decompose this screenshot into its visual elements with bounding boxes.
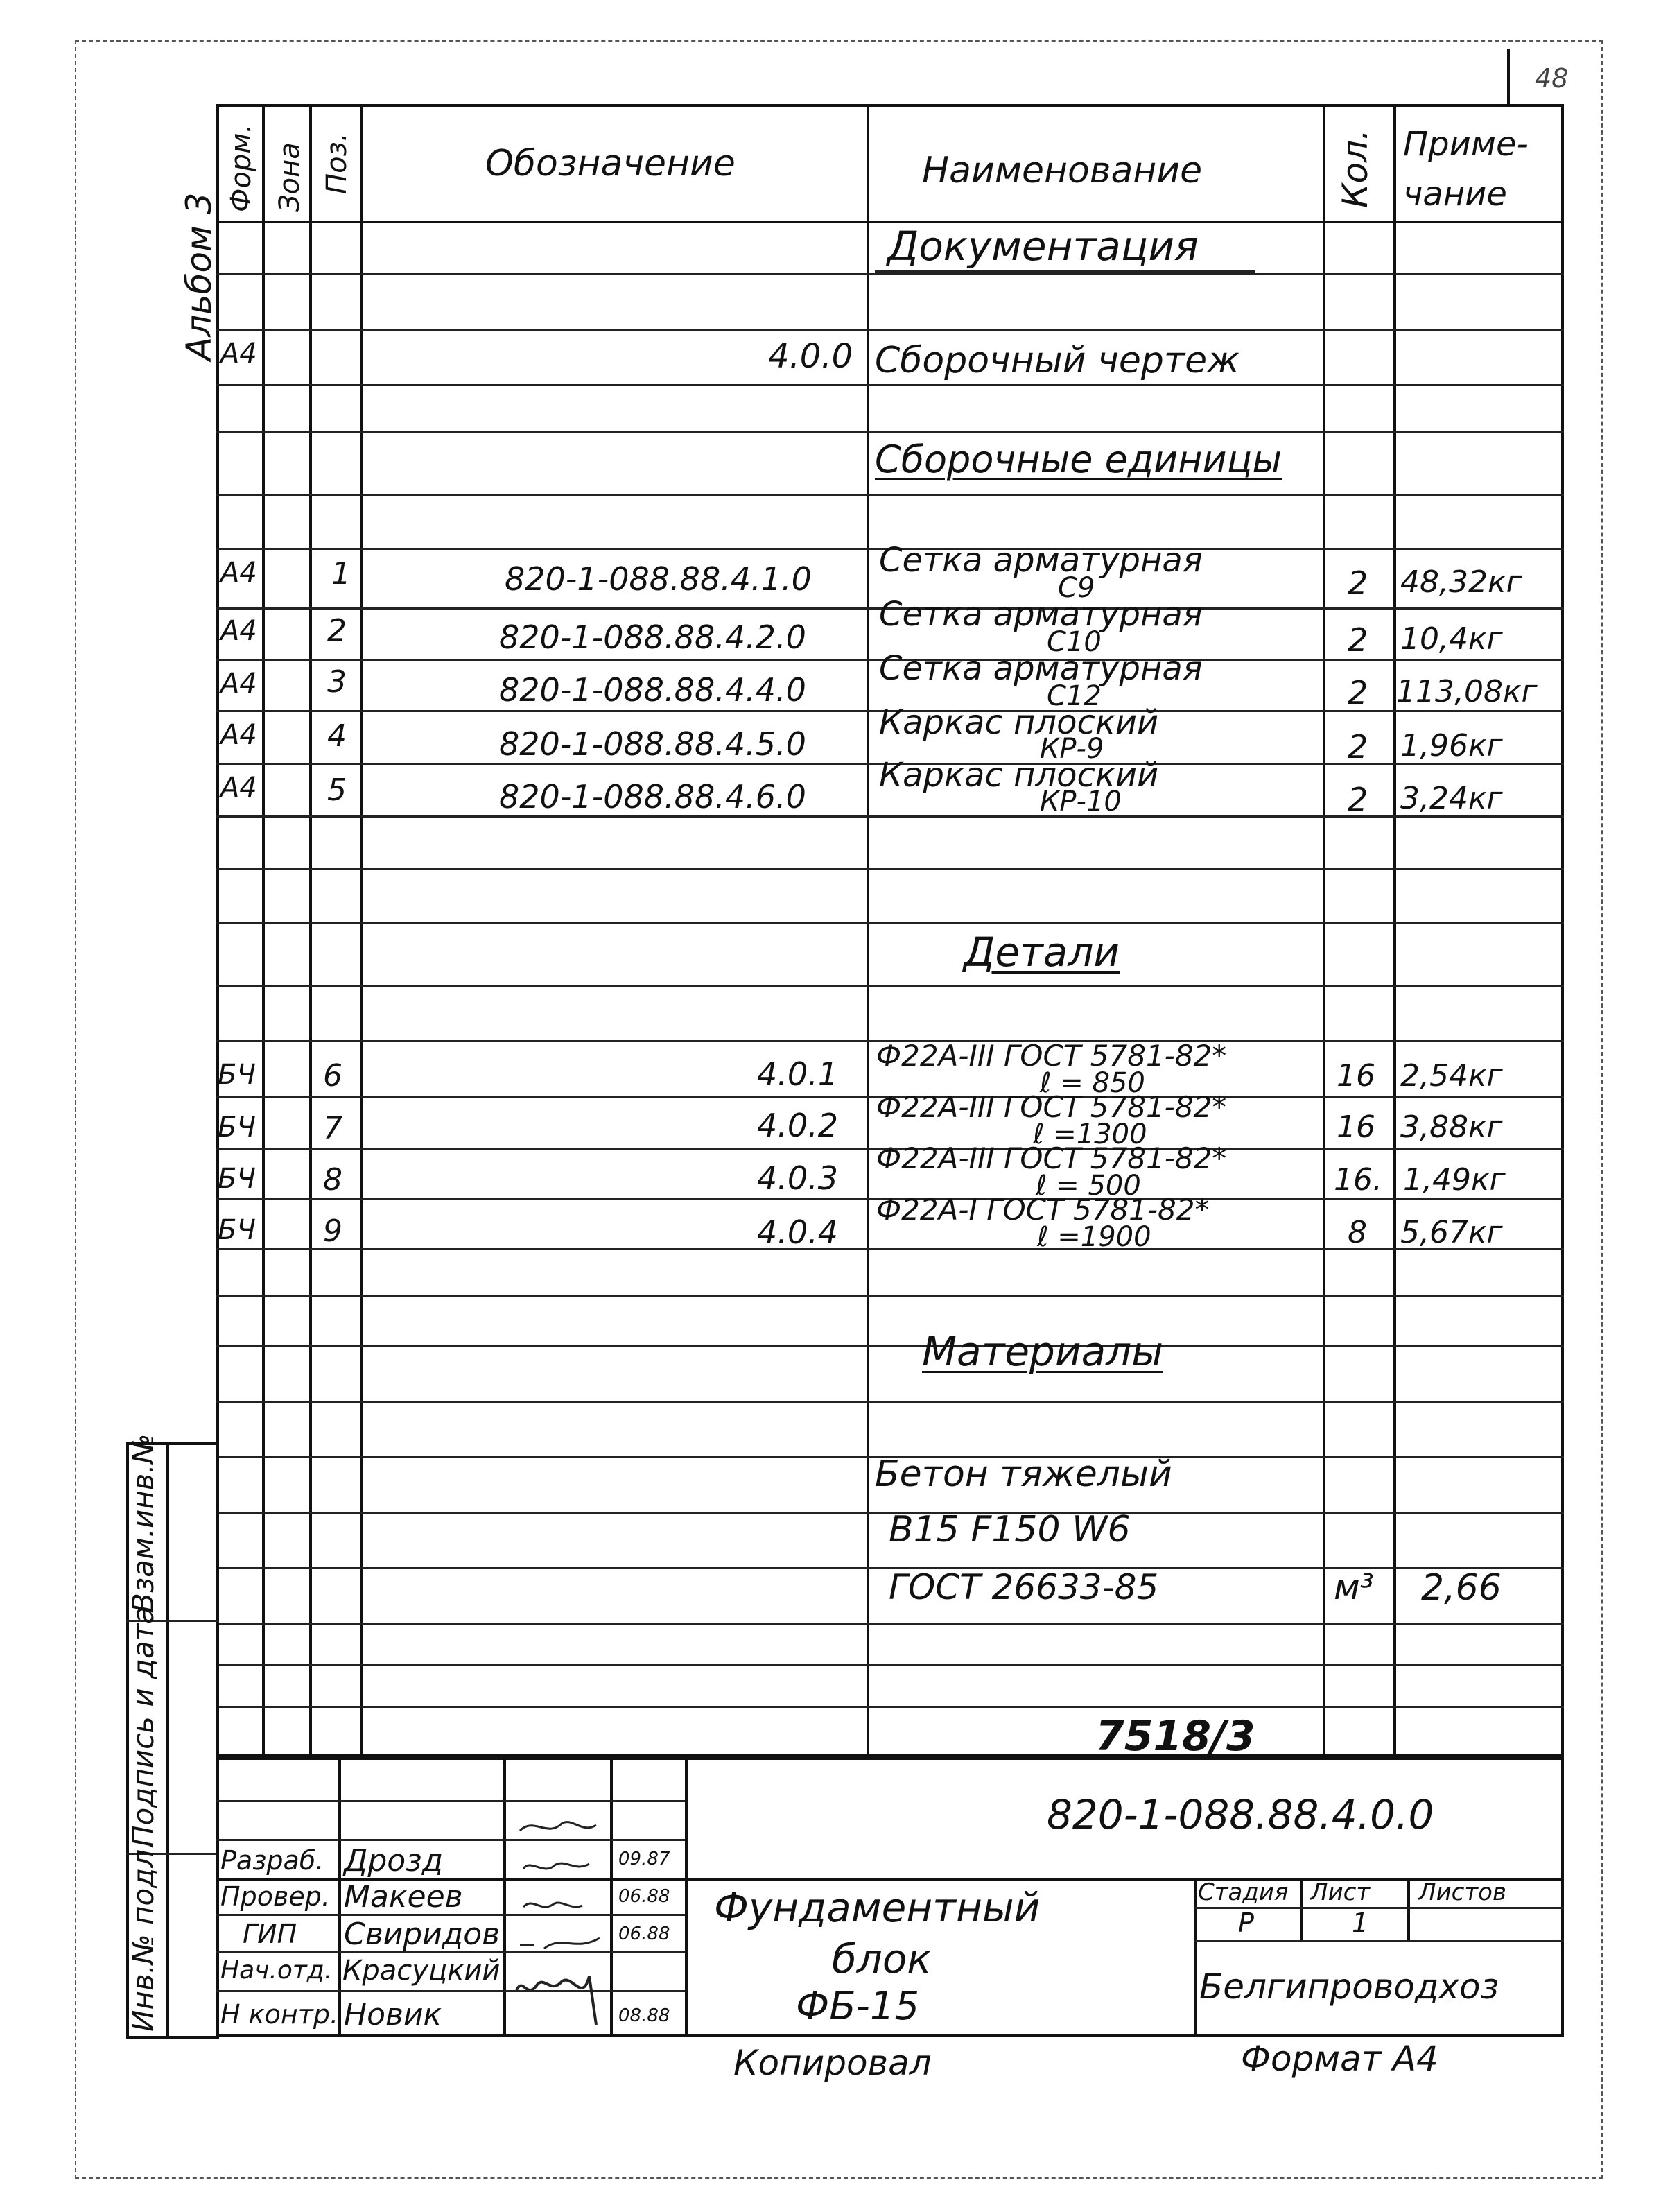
row-line (216, 273, 1564, 275)
title-person: Новик (344, 1997, 442, 2032)
detail-designation: 4.0.3 (757, 1159, 839, 1197)
detail-qty: 16. (1334, 1162, 1382, 1198)
title-date: 06.88 (618, 1924, 670, 1944)
row-line (216, 1623, 1564, 1625)
title-role: Н контр. (220, 1999, 339, 2030)
title-person: Красуцкий (342, 1955, 501, 1987)
signature-drozd (520, 1822, 596, 1831)
signature-novik (516, 1976, 596, 2025)
detail-form: БЧ (218, 1112, 256, 1143)
assembly-name-mark: С12 (1047, 680, 1102, 712)
assembly-name: Сетка арматурная (879, 595, 1203, 634)
row-line (216, 494, 1564, 496)
stage-label: Стадия (1198, 1878, 1289, 1906)
assembly-pos: 3 (327, 664, 347, 700)
detail-designation: 4.0.1 (757, 1055, 839, 1093)
assembly-pos: 1 (331, 556, 351, 591)
row-line (216, 922, 1564, 924)
footer-copied: Копировал (733, 2043, 932, 2083)
col-line (262, 104, 265, 1757)
detail-length: ℓ =1900 (1037, 1221, 1151, 1253)
material-line1: Бетон тяжелый (875, 1453, 1172, 1495)
assembly-designation: 820-1-088.88.4.1.0 (505, 560, 812, 598)
side-label-interchange: Взам.инв.№ (126, 1433, 160, 1613)
row-line (216, 985, 1564, 987)
detail-form: БЧ (218, 1059, 256, 1091)
assembly-pos: 4 (327, 718, 347, 754)
assembly-name: Сетка арматурная (879, 649, 1203, 688)
title-person: Свиридов (344, 1917, 501, 1952)
col-line (1323, 104, 1325, 1757)
signature-sviridov (523, 1903, 582, 1907)
doc-row-designation: 4.0.0 (768, 337, 853, 376)
detail-pos: 9 (323, 1213, 342, 1249)
row-line (216, 1295, 1564, 1297)
detail-note: 2,54кг (1400, 1058, 1503, 1094)
material-line2: В15 F150 W6 (889, 1509, 1131, 1550)
organization: Белгипроводхоз (1199, 1967, 1499, 2007)
header-name: Наименование (922, 150, 1203, 191)
assembly-name: Сетка арматурная (879, 541, 1203, 580)
assembly-form: А4 (220, 719, 257, 751)
assembly-note: 10,4кг (1400, 621, 1503, 657)
assembly-name: Каркас плоский (879, 703, 1159, 742)
title-col-line (610, 1757, 613, 2037)
product-title-2: блок (832, 1935, 932, 1982)
header-form: Форм. (225, 123, 257, 212)
row-line (216, 1345, 1564, 1347)
row-line (216, 329, 1564, 331)
assembly-note: 48,32кг (1400, 564, 1522, 600)
assembly-note: 3,24кг (1400, 781, 1503, 816)
material-unit: м³ (1334, 1567, 1374, 1607)
row-line (216, 384, 1564, 386)
assembly-designation: 820-1-088.88.4.4.0 (499, 671, 806, 709)
detail-designation: 4.0.4 (757, 1213, 839, 1251)
assembly-qty: 2 (1348, 621, 1368, 659)
sheet-value: 1 (1352, 1908, 1369, 1938)
detail-pos: 7 (323, 1111, 342, 1146)
header-designation: Обозначение (485, 143, 736, 184)
row-line (216, 1664, 1564, 1666)
header-pos: Поз. (321, 132, 353, 194)
detail-note: 5,67кг (1400, 1215, 1503, 1250)
signature-makeev (523, 1863, 589, 1869)
detail-name: Ф22А-III ГОСТ 5781-82* (876, 1090, 1227, 1124)
header-qty: Кол. (1335, 129, 1375, 208)
assembly-name-mark: С10 (1047, 626, 1102, 658)
title-person: Макеев (344, 1879, 463, 1915)
assembly-designation: 820-1-088.88.4.5.0 (499, 725, 806, 763)
detail-length: ℓ = 850 (1040, 1067, 1145, 1099)
detail-form: БЧ (218, 1163, 256, 1195)
detail-form: БЧ (218, 1214, 256, 1246)
assembly-form: А4 (220, 557, 257, 589)
assembly-name-mark: С9 (1058, 572, 1095, 604)
header-note-2: чание (1403, 175, 1507, 214)
assembly-pos: 5 (327, 772, 347, 808)
title-date: 08.88 (618, 2005, 670, 2026)
detail-note: 1,49кг (1403, 1162, 1506, 1198)
detail-qty: 8 (1348, 1215, 1367, 1250)
product-title-3: ФБ-15 (796, 1984, 920, 2029)
doc-row-form: А4 (220, 338, 257, 370)
stage-value: Р (1238, 1908, 1254, 1938)
row-line (216, 431, 1564, 433)
detail-designation: 4.0.2 (757, 1107, 839, 1144)
assembly-qty: 2 (1348, 674, 1368, 711)
section-details: Детали (964, 928, 1120, 976)
title-row-line (216, 1800, 685, 1802)
side-label-sign-date: Подпись и дата (126, 1606, 160, 1847)
detail-pos: 8 (323, 1162, 342, 1198)
title-col-line (338, 1757, 341, 2037)
stage-divider (1194, 1878, 1197, 2037)
header-note-1: Приме- (1403, 125, 1529, 164)
col-line (1393, 104, 1396, 1757)
assembly-name-mark: КР-9 (1040, 733, 1104, 765)
stage-col-line (1300, 1878, 1303, 1940)
assembly-form: А4 (220, 772, 257, 804)
title-role: ГИП (243, 1919, 297, 1949)
detail-length: ℓ = 500 (1036, 1170, 1141, 1202)
assembly-form: А4 (220, 615, 257, 647)
signature-marks (506, 1803, 610, 2032)
stage-row-line (1194, 1940, 1564, 1942)
col-line (309, 104, 312, 1757)
material-line3: ГОСТ 26633-85 (889, 1567, 1159, 1607)
sheets-label: Листов (1418, 1878, 1507, 1906)
detail-name: Ф22А-I ГОСТ 5781-82* (876, 1193, 1210, 1227)
detail-pos: 6 (323, 1058, 342, 1094)
title-date: 09.87 (618, 1849, 670, 1869)
title-role: Нач.отд. (220, 1956, 333, 1985)
sheet-label: Лист (1310, 1878, 1371, 1906)
col-line (360, 104, 363, 1757)
col-line (867, 104, 869, 1757)
assembly-designation: 820-1-088.88.4.2.0 (499, 619, 806, 656)
assembly-qty: 2 (1348, 564, 1368, 602)
detail-qty: 16 (1337, 1058, 1375, 1094)
side-strip-divider (166, 1442, 169, 2039)
detail-name: Ф22А-III ГОСТ 5781-82* (876, 1039, 1227, 1073)
detail-length: ℓ =1300 (1033, 1118, 1147, 1150)
title-row-line (216, 1990, 685, 1992)
title-col-line (685, 1757, 688, 2037)
title-role: Провер. (220, 1881, 330, 1912)
row-line (216, 868, 1564, 870)
section-underline (875, 270, 1255, 273)
title-row-line (216, 1839, 685, 1841)
archive-number: 7518/3 (1095, 1712, 1255, 1761)
assembly-qty: 2 (1348, 728, 1368, 766)
detail-qty: 16 (1337, 1109, 1375, 1145)
assembly-note: 113,08кг (1396, 674, 1538, 709)
side-label-inv-num: Инв.№ подл. (126, 1840, 160, 2032)
doc-code: 820-1-088.88.4.0.0 (1047, 1791, 1434, 1838)
doc-row-name: Сборочный чертеж (875, 340, 1239, 381)
header-zone: Зона (274, 142, 306, 212)
section-assembly-units: Сборочные единицы (875, 438, 1282, 481)
assembly-designation: 820-1-088.88.4.6.0 (499, 778, 806, 815)
material-qty: 2,66 (1421, 1567, 1502, 1609)
row-line (216, 1401, 1564, 1403)
section-documentation: Документация (887, 223, 1199, 270)
title-date: 06.88 (618, 1886, 670, 1907)
detail-name: Ф22А-III ГОСТ 5781-82* (876, 1141, 1227, 1175)
footer-format: Формат А4 (1241, 2039, 1438, 2079)
product-title-1: Фундаментный (714, 1884, 1041, 1931)
section-materials: Материалы (922, 1328, 1163, 1375)
title-person: Дрозд (344, 1843, 444, 1878)
detail-note: 3,88кг (1400, 1109, 1503, 1145)
assembly-name-mark: КР-10 (1040, 786, 1122, 818)
signature-krasutsky (520, 1938, 600, 1949)
assembly-form: А4 (220, 668, 257, 700)
stage-col-line (1407, 1878, 1410, 1940)
sheet-number: 48 (1535, 63, 1569, 94)
assembly-qty: 2 (1348, 781, 1368, 818)
assembly-name: Каркас плоский (879, 756, 1159, 795)
title-role: Разраб. (220, 1845, 324, 1876)
row-line (216, 1706, 1564, 1708)
assembly-note: 1,96кг (1400, 728, 1503, 763)
assembly-pos: 2 (327, 613, 347, 648)
album-label: Альбом 3 (179, 192, 219, 361)
